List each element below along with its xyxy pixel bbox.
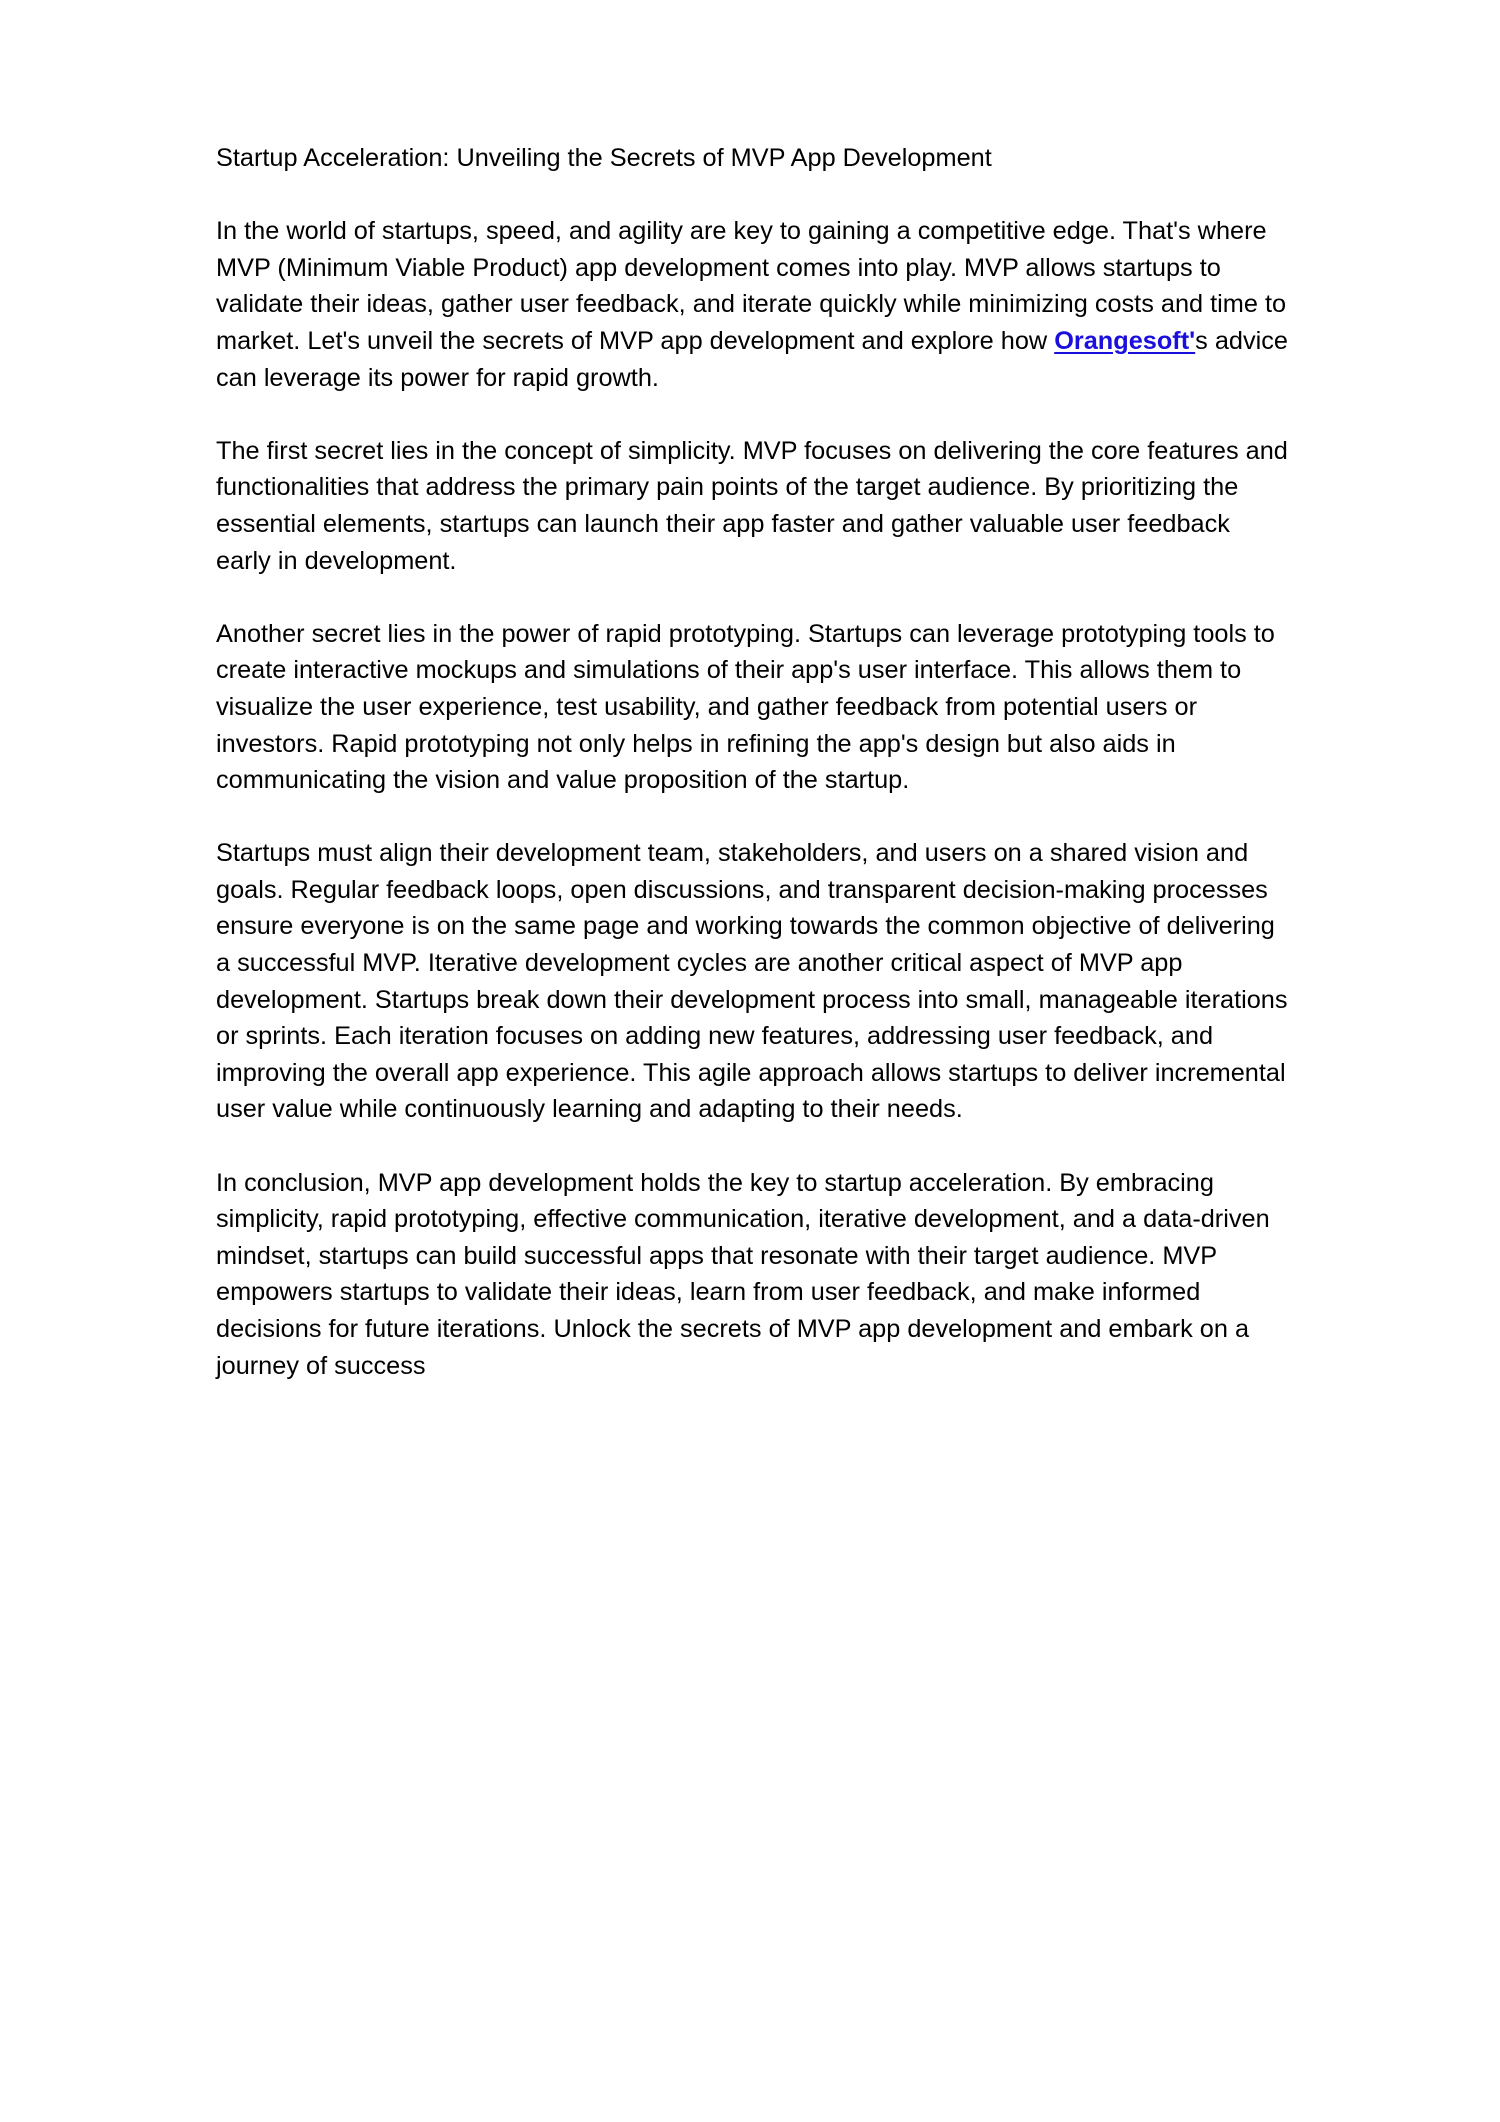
paragraph-conclusion: [216, 1165, 1436, 1385]
paragraph-line: ensure everyone is on the same page and working towards the common objective of delivering: [216, 912, 1275, 941]
paragraph-line: The first secret lies in the concept of simplicity. MVP focuses on delivering the core features and: [216, 436, 1288, 465]
paragraph-line: empowers startups to validate their ideas, learn from user feedback, and make informed: [216, 1278, 1201, 1307]
paragraph-line: In conclusion, MVP app development holds the key to startup acceleration. By embracing: [216, 1168, 1214, 1197]
paragraph-text: s advice: [1195, 326, 1288, 355]
document-page: [216, 140, 1436, 1421]
paragraph-intro: [216, 213, 1436, 396]
paragraph-text: market. Let's unveil the secrets of MVP app development and explore how: [216, 326, 1055, 355]
paragraph-line: mindset, startups can build successful apps that resonate with their target audience. MVP: [216, 1241, 1218, 1270]
paragraph-line: MVP (Minimum Viable Product) app development comes into play. MVP allows startups to: [216, 253, 1221, 282]
paragraph-line: user value while continuously learning and adapting to their needs.: [216, 1095, 963, 1124]
paragraph-prototyping: [216, 616, 1436, 799]
paragraph-line: or sprints. Each iteration focuses on adding new features, addressing user feedback, and: [216, 1022, 1214, 1051]
paragraph-line: decisions for future iterations. Unlock the secrets of MVP app development and embark on a: [216, 1315, 1250, 1343]
paragraph-line: validate their ideas, gather user feedback, and iterate quickly while minimizing costs and time to: [216, 290, 1287, 319]
paragraph-line: In the world of startups, speed, and agility are key to gaining a competitive edge. That's where: [216, 217, 1267, 246]
paragraph-line: investors. Rapid prototyping not only helps in refining the app's design but also aids in: [216, 729, 1176, 758]
paragraph-line: journey of success: [216, 1351, 426, 1380]
paragraph-line: Another secret lies in the power of rapid prototyping. Startups can leverage prototyping tools to: [216, 619, 1275, 648]
paragraph-line: development. Startups break down their development process into small, manageable iterations: [216, 985, 1288, 1014]
paragraph-line: goals. Regular feedback loops, open discussions, and transparent decision-making processes: [216, 875, 1268, 904]
paragraph-alignment: [216, 835, 1436, 1128]
paragraph-line: functionalities that address the primary pain points of the target audience. By prioritizing the: [216, 473, 1239, 502]
document-title: Startup Acceleration: Unveiling the Secrets of MVP App Development: [216, 144, 992, 172]
paragraph-line: visualize the user experience, test usability, and gather feedback from potential users or: [216, 692, 1198, 721]
paragraph-line: a successful MVP. Iterative development cycles are another critical aspect of MVP app: [216, 949, 1183, 978]
paragraph-simplicity: [216, 433, 1436, 579]
paragraph-line-with-link: [216, 323, 1436, 360]
orangesoft-link[interactable]: Orangesoft': [1054, 326, 1196, 355]
paragraph-line: early in development.: [216, 546, 457, 575]
paragraph-line: communicating the vision and value proposition of the startup.: [216, 766, 910, 795]
paragraph-line: Startups must align their development team, stakeholders, and users on a shared vision and: [216, 839, 1249, 868]
paragraph-line: simplicity, rapid prototyping, effective communication, iterative development, and a data-driven: [216, 1205, 1270, 1234]
paragraph-line: improving the overall app experience. This agile approach allows startups to deliver incremental: [216, 1058, 1286, 1087]
paragraph-line: create interactive mockups and simulations of their app's user interface. This allows them to: [216, 656, 1242, 685]
paragraph-line: essential elements, startups can launch their app faster and gather valuable user feedback: [216, 509, 1230, 538]
paragraph-line: can leverage its power for rapid growth.: [216, 363, 659, 392]
